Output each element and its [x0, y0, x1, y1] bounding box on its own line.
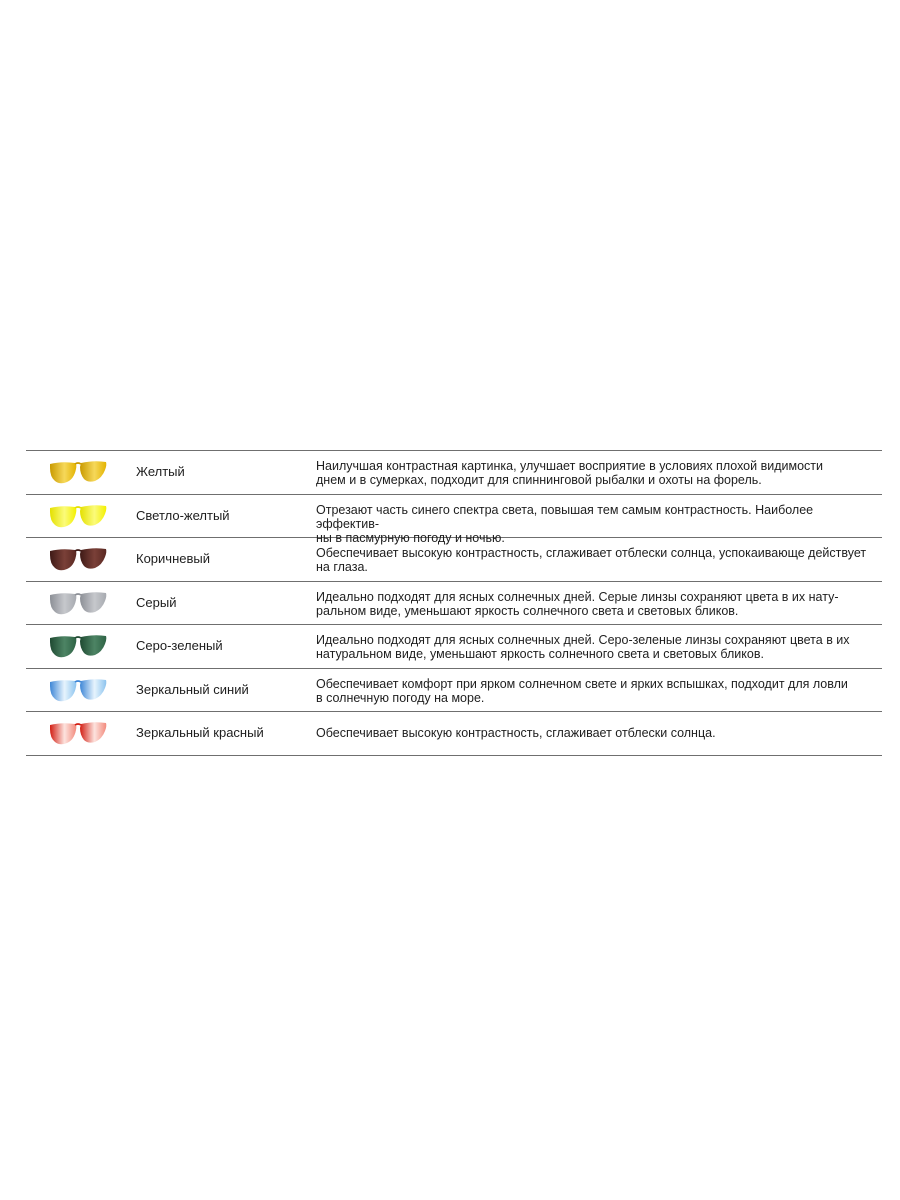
lens-description: Отрезают часть синего спектра света, повышая тем самым контрастность. Наиболее эффектив- ны в пасмурную погоду и ночью. — [316, 502, 814, 545]
lens-icon-graphic — [48, 459, 108, 485]
table-row — [26, 712, 882, 756]
lens-bridge — [75, 507, 81, 508]
right-lens — [80, 548, 106, 568]
right-lens — [80, 461, 106, 481]
lens-color-name: Серо-зеленый — [136, 638, 223, 653]
table-row — [26, 538, 882, 582]
right-lens — [80, 679, 106, 699]
lens-icon-graphic — [48, 546, 108, 572]
lens-bridge — [75, 550, 81, 551]
lens-description: Обеспечивает высокую контрастность, сглаживает отблески солнца, успокаивающе действует на глаза. — [316, 546, 867, 574]
lens-color-name: Светло-желтый — [136, 507, 230, 523]
lens-bridge — [75, 681, 81, 682]
lens-icon — [48, 633, 108, 659]
table-row — [26, 625, 882, 669]
lens-icon — [48, 459, 108, 485]
lens-description: Наилучшая контрастная картинка, улучшает восприятие в условиях плохой видимости днем и в сумерках, подходит для спиннинговой рыбалки и охоты на форель. — [316, 459, 823, 487]
left-lens — [50, 506, 76, 527]
lens-icon-graphic — [48, 633, 108, 659]
right-lens — [80, 592, 106, 612]
left-lens — [50, 593, 76, 614]
left-lens — [50, 723, 76, 744]
lens-icon — [48, 546, 108, 572]
lens-color-table — [26, 450, 882, 756]
lens-bridge — [75, 724, 81, 725]
lens-color-name: Зеркальный красный — [136, 725, 264, 740]
lens-color-name: Коричневый — [136, 551, 210, 566]
lens-bridge — [75, 463, 81, 464]
lens-icon — [48, 503, 108, 529]
lens-icon — [48, 720, 108, 746]
table-row — [26, 582, 882, 626]
left-lens — [50, 462, 76, 483]
lens-icon-graphic — [48, 720, 108, 746]
right-lens — [80, 722, 106, 742]
left-lens — [50, 680, 76, 701]
lens-description: Идеально подходят для ясных солнечных дней. Серые линзы сохраняют цвета в их нату- ральном виде, уменьшают яркость солнечного света и световых бликов. — [316, 589, 839, 618]
lens-color-name: Зеркальный синий — [136, 681, 249, 697]
lens-icon — [48, 677, 108, 703]
table-row — [26, 451, 882, 495]
lens-icon-graphic — [48, 503, 108, 529]
lens-description: Обеспечивает высокую контрастность, сглаживает отблески солнца. — [316, 726, 716, 740]
left-lens — [50, 549, 76, 570]
lens-description: Обеспечивает комфорт при ярком солнечном свете и ярких вспышках, подходит для ловли в солнечную погоду на море. — [316, 676, 848, 705]
lens-color-name: Желтый — [136, 464, 185, 479]
right-lens — [80, 635, 106, 655]
lens-color-name: Серый — [136, 594, 177, 610]
left-lens — [50, 636, 76, 657]
right-lens — [80, 505, 106, 525]
lens-description: Идеально подходят для ясных солнечных дней. Серо-зеленые линзы сохраняют цвета в их натуральном виде, уменьшают яркость солнечного света и световых бликов. — [316, 633, 850, 661]
lens-bridge — [75, 637, 81, 638]
lens-bridge — [75, 594, 81, 595]
table-row — [26, 495, 882, 545]
table-row — [26, 669, 882, 713]
lens-icon-graphic — [48, 590, 108, 616]
lens-icon-graphic — [48, 677, 108, 703]
lens-icon — [48, 590, 108, 616]
